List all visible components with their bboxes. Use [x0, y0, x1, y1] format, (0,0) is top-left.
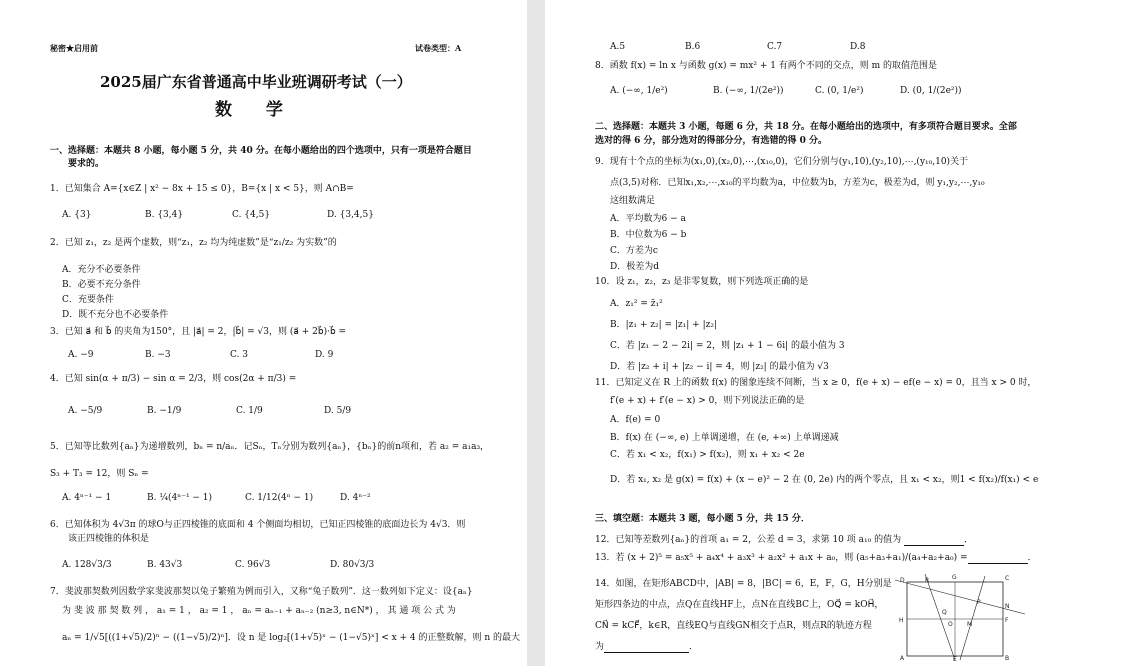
section2-heading: 二、选择题：本题共 3 小题，每题 6 分，共 18 分。在每小题给出的选项中，有多项符合题目要求。全部: [595, 122, 1017, 132]
figure-label-r: R: [925, 577, 930, 584]
q11-option-d: D．若 x₁, x₂ 是 g(x) = f(x) + (x − e)² − 2 在 (0, 2e) 内的两个零点，且 x₁ < x₂，则1 < f(x₂)/f(x₁) < e: [610, 475, 1039, 485]
q8-option-c: C. (0, 1/e²): [815, 86, 864, 96]
question-14-line2: 矩形四条边的中点，点Q在直线HF上，点N在直线BC上，OQ⃗ = kOH⃗，: [595, 600, 884, 610]
figure-label-g: G: [952, 574, 957, 581]
question-6: 6．已知体积为 4√3π 的球O与正四棱锥的底面和 4 个侧面均相切，已知正四棱锥的底面边长为 4√3．则: [50, 520, 466, 530]
question-6-cont: 该正四棱锥的体积是: [68, 534, 150, 544]
q10-option-a: A．z₁² = z̄₁²: [610, 299, 663, 309]
q11-option-c: C．若 x₁ < x₂，f(x₁) > f(x₂)，则 x₁ + x₂ < 2e: [610, 450, 805, 460]
question-12: 12．已知等差数列{aₙ}的首项 a₁ = 2，公差 d = 3，求第 10 项 a₁₀ 的值为 ．: [595, 535, 973, 545]
q3-option-c: C. 3: [230, 350, 249, 360]
question-13: 13．若 (x + 2)⁵ = a₅x⁵ + a₄x⁴ + a₃x³ + a₂x² + a₁x + a₀，则 (a₅+a₃+a₁)/(a₄+a₂+a₀) = ．: [595, 553, 1037, 563]
q3-option-d: D. 9: [315, 350, 334, 360]
figure-label-m: M: [967, 621, 973, 628]
figure-label-q: Q: [942, 609, 947, 616]
q4-option-a: A. −5/9: [68, 406, 103, 416]
q3-option-a: A. −9: [68, 350, 94, 360]
q9-option-a: A．平均数为6 − a: [610, 214, 686, 224]
exam-title: 2025届广东省普通高中毕业班调研考试（一）: [100, 73, 412, 91]
secrecy-label: 秘密★启用前: [50, 43, 98, 53]
q5-option-d: D. 4ⁿ⁻²: [340, 493, 371, 503]
q7-option-b: B.6: [685, 42, 701, 52]
section1-heading: 一、选择题：本题共 8 小题，每小题 5 分，共 40 分。在每小题给出的四个选项中，只有一项是符合题目: [50, 146, 472, 156]
question-11: 11．已知定义在 R 上的函数 f(x) 的图象连续不间断，当 x ≥ 0，f(e + x) − ef(e − x) = 0，且当 x > 0 时，: [595, 378, 1037, 388]
q8-option-b: B. (−∞, 1/(2e²)): [713, 86, 784, 96]
paper-type-label: 试卷类型：A: [415, 43, 462, 53]
question-5: 5．已知等比数列{aₙ}为递增数列，bₙ = n/aₙ．记Sₙ，Tₙ分别为数列{aₙ}，{bₙ}的前n项和，若 a₂ = a₁a₃，: [50, 442, 490, 452]
q4-option-c: C. 1/9: [236, 406, 263, 416]
q8-option-d: D. (0, 1/(2e²)): [900, 86, 962, 96]
q7-option-a: A.5: [610, 42, 626, 52]
q9-option-d: D．极差为d: [610, 262, 659, 272]
q2-option-a: A．充分不必要条件: [62, 265, 141, 275]
question-9-line2: 点(3,5)对称．已知x₁,x₂,⋯,x₁₀的平均数为a，中位数为b，方差为c，极差为d，则 y₁,y₂,⋯,y₁₀: [610, 178, 985, 188]
q1-option-d: D. {3,4,5}: [327, 210, 374, 220]
q7-option-c: C.7: [767, 42, 783, 52]
q11-option-a: A．f(e) = 0: [610, 415, 661, 425]
right-page: [545, 0, 1125, 666]
q4-option-b: B. −1/9: [147, 406, 182, 416]
question-14-line3: CN⃗ = kCF⃗，k∈R，直线EQ与直线GN相交于点R，则点R的轨迹方程: [595, 621, 872, 631]
subject-title: 数 学: [215, 100, 297, 120]
q5-option-a: A. 4ⁿ⁻¹ − 1: [62, 493, 112, 503]
q6-option-c: C. 96√3: [235, 560, 271, 570]
q10-option-c: C．若 |z₁ − 2 − 2i| = 2，则 |z₁ + 1 − 6i| 的最小值为 3: [610, 341, 845, 351]
q6-option-d: D. 80√3/3: [330, 560, 375, 570]
q12-answer-blank[interactable]: [904, 536, 964, 546]
q2-option-b: B．必要不充分条件: [62, 280, 141, 290]
question-10: 10．设 z₁，z₂，z₃ 是非零复数，则下列选项正确的是: [595, 277, 809, 287]
q11-option-b: B．f(x) 在 (−∞, e) 上单调递增，在 (e, +∞) 上单调递减: [610, 433, 839, 443]
q2-option-c: C．充要条件: [62, 295, 114, 305]
question-14-line4: 为 ．: [595, 642, 699, 652]
q1-option-a: A. {3}: [62, 210, 92, 220]
figure-label-b: B: [1005, 655, 1010, 662]
question-9-line3: 这组数满足: [610, 196, 656, 206]
q10-option-b: B．|z₁ + z₂| = |z₁| + |z₂|: [610, 320, 717, 330]
q5-option-c: C. 1/12(4ⁿ − 1): [245, 493, 314, 503]
figure-label-d: D: [900, 577, 905, 584]
question-14: 14．如图，在矩形ABCD中，|AB| = 8，|BC| = 6，E，F，G，H分别是: [595, 579, 892, 589]
q7-option-d: D.8: [850, 42, 866, 52]
q9-option-b: B．中位数为6 − b: [610, 230, 687, 240]
q13-answer-blank[interactable]: [968, 554, 1028, 564]
q9-option-c: C．方差为c: [610, 246, 658, 256]
q6-option-a: A. 128√3/3: [62, 560, 112, 570]
question-7-formula: aₙ = 1/√5[((1+√5)/2)ⁿ − ((1−√5)/2)ⁿ]．设 n 是 log₂[(1+√5)ˣ − (1−√5)ˣ] < x + 4 的正整数解，则 n 的最大: [62, 633, 521, 643]
figure-label-e: E: [953, 656, 957, 662]
question-8: 8．函数 f(x) = ln x 与函数 g(x) = mx² + 1 有两个不同的交点，则 m 的取值范围是: [595, 61, 938, 71]
figure-label-c: C: [1005, 575, 1010, 582]
question-1: 1．已知集合 A={x∈Z | x² − 8x + 15 ≤ 0}，B={x | x < 5}，则 A∩B=: [50, 184, 354, 194]
q4-option-d: D. 5/9: [324, 406, 352, 416]
q8-option-a: A. (−∞, 1/e²): [610, 86, 668, 96]
q3-option-b: B. −3: [145, 350, 171, 360]
section1-heading-cont: 要求的。: [68, 159, 105, 169]
question-11-cont: f′(e + x) + f′(e − x) > 0，则下列说法正确的是: [610, 396, 805, 406]
q6-option-b: B. 43√3: [147, 560, 183, 570]
figure-label-p: P: [977, 599, 981, 606]
left-page: [0, 0, 527, 666]
section2-heading-cont: 选对的得 6 分，部分选对的得部分分，有选错的得 0 分。: [595, 136, 828, 146]
q10-option-d: D．若 |z₂ + i| + |z₂ − i| = 4，则 |z₂| 的最小值为 √3: [610, 362, 829, 372]
question-7-cont: 为 斐 波 那 契 数 列 ， a₁ = 1 ， a₂ = 1 ， aₙ = aₙ₋₁ + aₙ₋₂ (n≥3, n∈N*) ， 其 通 项 公 式 为: [62, 606, 456, 616]
question-5-cont: S₃ + T₃ = 12，则 Sₙ =: [50, 469, 149, 479]
question-3: 3．已知 a⃗ 和 b⃗ 的夹角为150°，且 |a⃗| = 2，|b⃗| = √3，则 (a⃗ + 2b⃗)·b⃗ =: [50, 327, 347, 337]
q1-option-b: B. {3,4}: [145, 210, 184, 220]
question-7: 7．斐波那契数列因数学家斐波那契以兔子繁殖为例而引入，又称“兔子数列”．这一数列如下定义：设{aₙ}: [50, 587, 473, 597]
figure-label-n: N: [1005, 603, 1010, 610]
section3-heading: 三、填空题：本题共 3 题，每小题 5 分，共 15 分．: [595, 514, 810, 524]
question-2: 2．已知 z₁，z₂ 是两个虚数，则“z₁，z₂ 均为纯虚数”是“z₁/z₂ 为实数”的: [50, 238, 337, 248]
figure-label-o: O: [948, 621, 953, 628]
q5-option-b: B. ¼(4ⁿ⁻¹ − 1): [147, 493, 213, 503]
q14-answer-blank[interactable]: [604, 643, 689, 653]
figure-label-f: F: [1005, 617, 1009, 624]
figure-label-a: A: [900, 655, 905, 662]
rectangle-figure: [885, 570, 1030, 662]
q2-option-d: D．既不充分也不必要条件: [62, 310, 169, 320]
question-9: 9．现有十个点的坐标为(x₁,0),(x₂,0),⋯,(x₁₀,0)，它们分别与(y₁,10),(y₂,10),⋯,(y₁₀,10)关于: [595, 157, 969, 167]
figure-label-h: H: [899, 617, 904, 624]
q1-option-c: C. {4,5}: [232, 210, 271, 220]
question-4: 4．已知 sin(α + π/3) − sin α = 2/3，则 cos(2α + π/3) =: [50, 374, 297, 384]
